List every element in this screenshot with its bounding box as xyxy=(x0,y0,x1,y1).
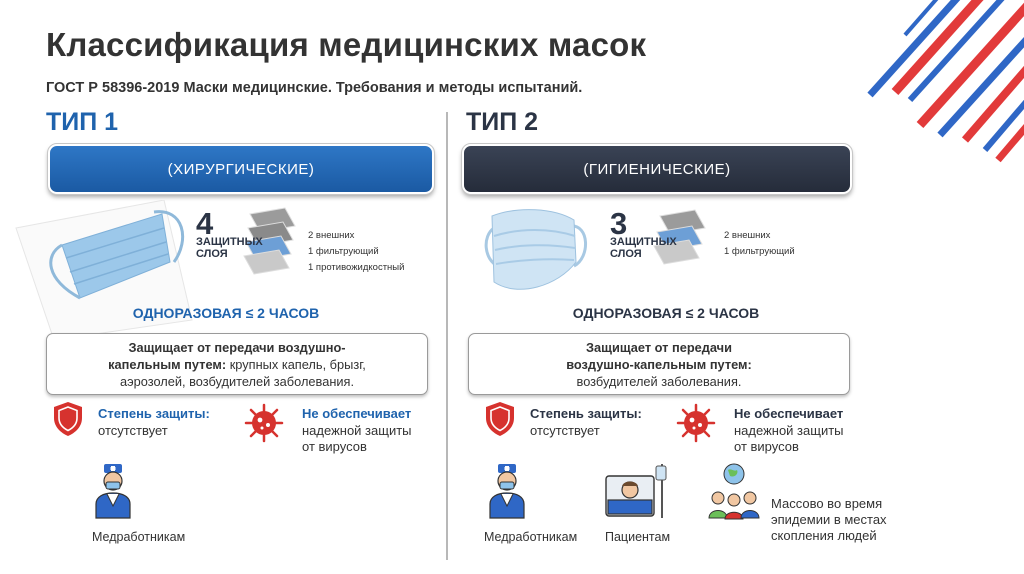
doctor-icon xyxy=(486,462,528,520)
type1-heading: ТИП 1 xyxy=(46,108,119,136)
shield-icon xyxy=(52,401,84,437)
type2-layers-word-1: ЗАЩИТНЫХ xyxy=(610,236,677,248)
doctor-icon xyxy=(92,462,134,520)
type2-audience-medworkers: Медработникам xyxy=(484,530,578,544)
protect-bold: Защищает от передачи xyxy=(586,339,732,355)
crowd-icon xyxy=(704,462,764,520)
page-subtitle: ГОСТ Р 58396-2019 Маски медицинские. Требования и методы испытаний. xyxy=(46,80,583,96)
protect-text: аэрозолей, возбудителей заболевания. xyxy=(119,373,355,389)
type2-virus-title: Не обеспечивает xyxy=(734,406,844,421)
type2-layers-count: 3 xyxy=(610,206,628,241)
type2-protection-box xyxy=(468,333,850,395)
type1-layers-count: 4 xyxy=(196,206,214,241)
type2-heading: ТИП 2 xyxy=(466,108,539,136)
type1-layer-item: 1 противожидкостный xyxy=(308,262,405,273)
type2-protection-title: Степень защиты: xyxy=(530,406,642,421)
type1-layer-item: 1 фильтрующий xyxy=(308,246,379,257)
type2-mass-text-3: скопления людей xyxy=(771,528,877,543)
type2-audience-patients: Пациентам xyxy=(605,530,671,544)
protect-bold: капельным путем: xyxy=(108,356,227,372)
virus-icon xyxy=(676,403,716,443)
type1-duration: ОДНОРАЗОВАЯ ≤ 2 ЧАСОВ xyxy=(132,305,320,321)
type2-virus-text-2: от вирусов xyxy=(734,439,799,454)
protect-text: возбудителей заболевания. xyxy=(576,373,742,389)
type2-virus-text-1: надежной защиты xyxy=(734,423,844,438)
type2-layers-word-2: СЛОЯ xyxy=(610,248,642,260)
type2-banner: (ГИГИЕНИЧЕСКИЕ) xyxy=(462,144,852,194)
type1-virus-text-1: надежной защиты xyxy=(302,423,412,438)
type1-virus-text-2: от вирусов xyxy=(302,439,367,454)
hygienic-mask-icon xyxy=(478,206,590,302)
type2-duration: ОДНОРАЗОВАЯ ≤ 2 ЧАСОВ xyxy=(572,305,760,321)
type2-layer-list xyxy=(724,228,795,260)
protect-bold: воздушно-капельным путем: xyxy=(566,356,752,372)
type1-protection-value: отсутствует xyxy=(98,423,168,438)
type2-protection-value: отсутствует xyxy=(530,423,600,438)
type2-layer-item: 1 фильтрующий xyxy=(724,246,795,257)
shield-icon xyxy=(484,401,516,437)
patient-icon xyxy=(604,462,668,520)
type1-layer-item: 2 внешних xyxy=(308,230,355,241)
type1-protection-title: Степень защиты: xyxy=(98,406,210,421)
type2-mass-text-1: Массово во время xyxy=(771,496,883,511)
type1-virus-title: Не обеспечивает xyxy=(302,406,412,421)
virus-icon xyxy=(244,403,284,443)
type1-layer-list xyxy=(308,228,404,276)
protect-bold: Защищает от передачи воздушно- xyxy=(128,339,346,355)
protect-text: крупных капель, брызг, xyxy=(226,356,366,372)
type1-layers-word-1: ЗАЩИТНЫХ xyxy=(196,236,263,248)
type1-banner: (ХИРУРГИЧЕСКИЕ) xyxy=(48,144,434,194)
type2-mass-text-2: эпидемии в местах xyxy=(771,512,887,527)
type1-protection-box xyxy=(46,333,428,395)
type1-audience-medworkers: Медработникам xyxy=(92,530,186,544)
page-title: Классификация медицинских масок xyxy=(46,26,647,63)
type2-layer-item: 2 внешних xyxy=(724,230,771,241)
column-divider xyxy=(446,112,448,560)
type1-layers-word-2: СЛОЯ xyxy=(196,248,228,260)
